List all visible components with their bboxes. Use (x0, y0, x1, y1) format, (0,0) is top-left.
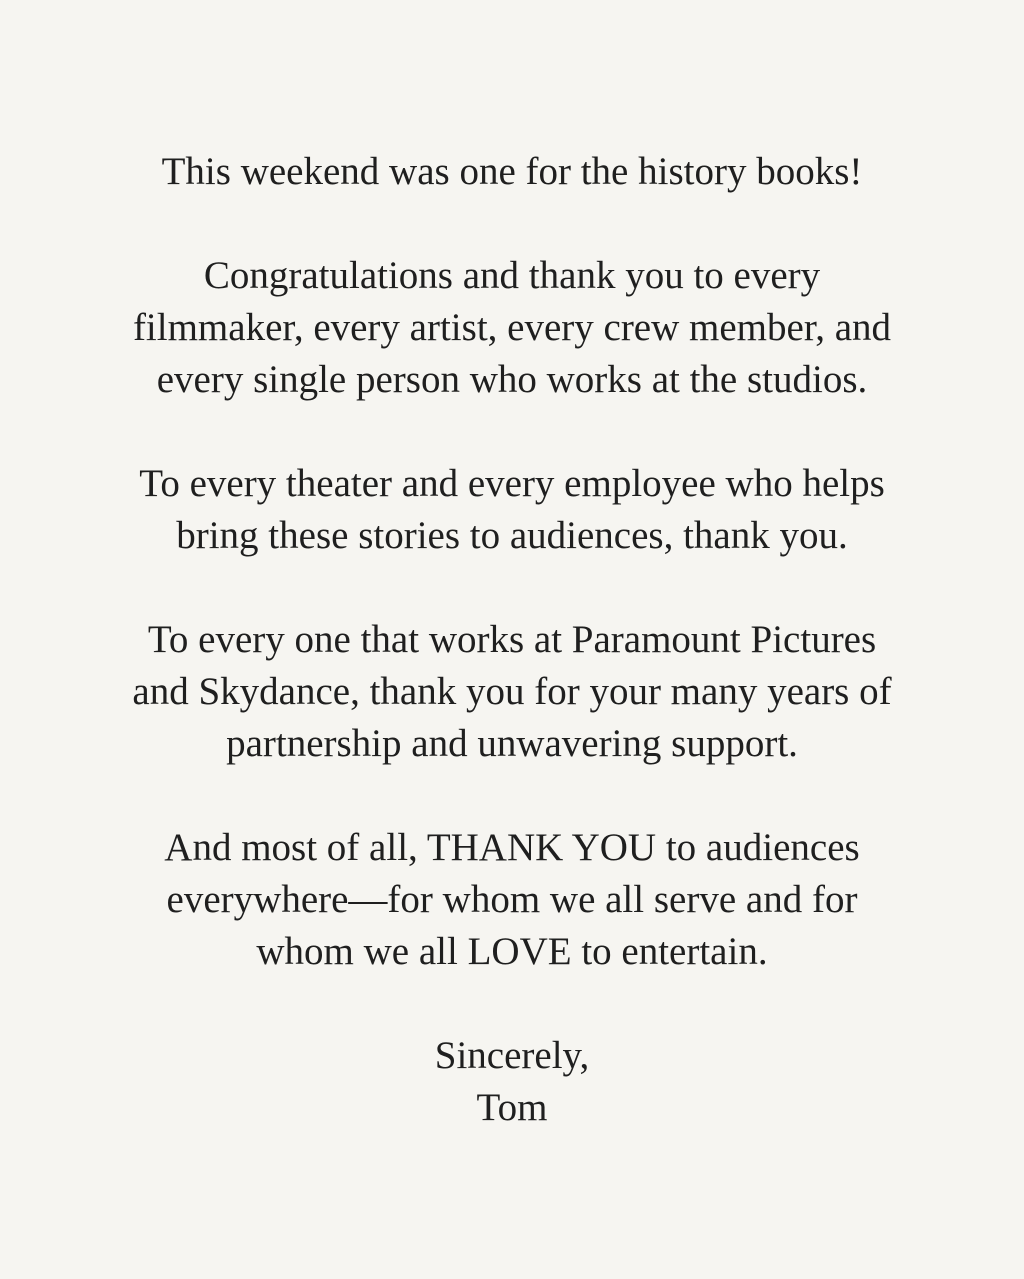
letter-line: To every theater and every employee who helps (139, 462, 885, 505)
paragraph-audiences (0, 822, 1024, 978)
paragraph-intro (0, 146, 1024, 198)
letter-line: filmmaker, every artist, every crew member, and (132, 306, 892, 349)
letter-line: whom we all LOVE to entertain. (256, 930, 768, 973)
letter-line: This weekend was one for the history books! (161, 150, 863, 193)
letter-line: To every one that works at Paramount Pictures (147, 618, 877, 661)
letter-line: bring these stories to audiences, thank you. (176, 514, 848, 557)
letter-line: Congratulations and thank you to every (203, 254, 821, 297)
letter-line: partnership and unwavering support. (226, 722, 798, 765)
letter-line: And most of all, THANK YOU to audiences (164, 826, 860, 869)
letter-line: every single person who works at the studios. (156, 358, 868, 401)
signature-name: Tom (476, 1086, 548, 1129)
letter-line: everywhere—for whom we all serve and for (166, 878, 858, 921)
paragraph-congratulations (0, 250, 1024, 406)
letter-body (0, 146, 1024, 1134)
paragraph-theaters (0, 458, 1024, 562)
letter-line: and Skydance, thank you for your many years of (132, 670, 892, 713)
paragraph-paramount (0, 614, 1024, 770)
closing-text: Sincerely, (434, 1034, 590, 1077)
signoff (0, 1030, 1024, 1134)
